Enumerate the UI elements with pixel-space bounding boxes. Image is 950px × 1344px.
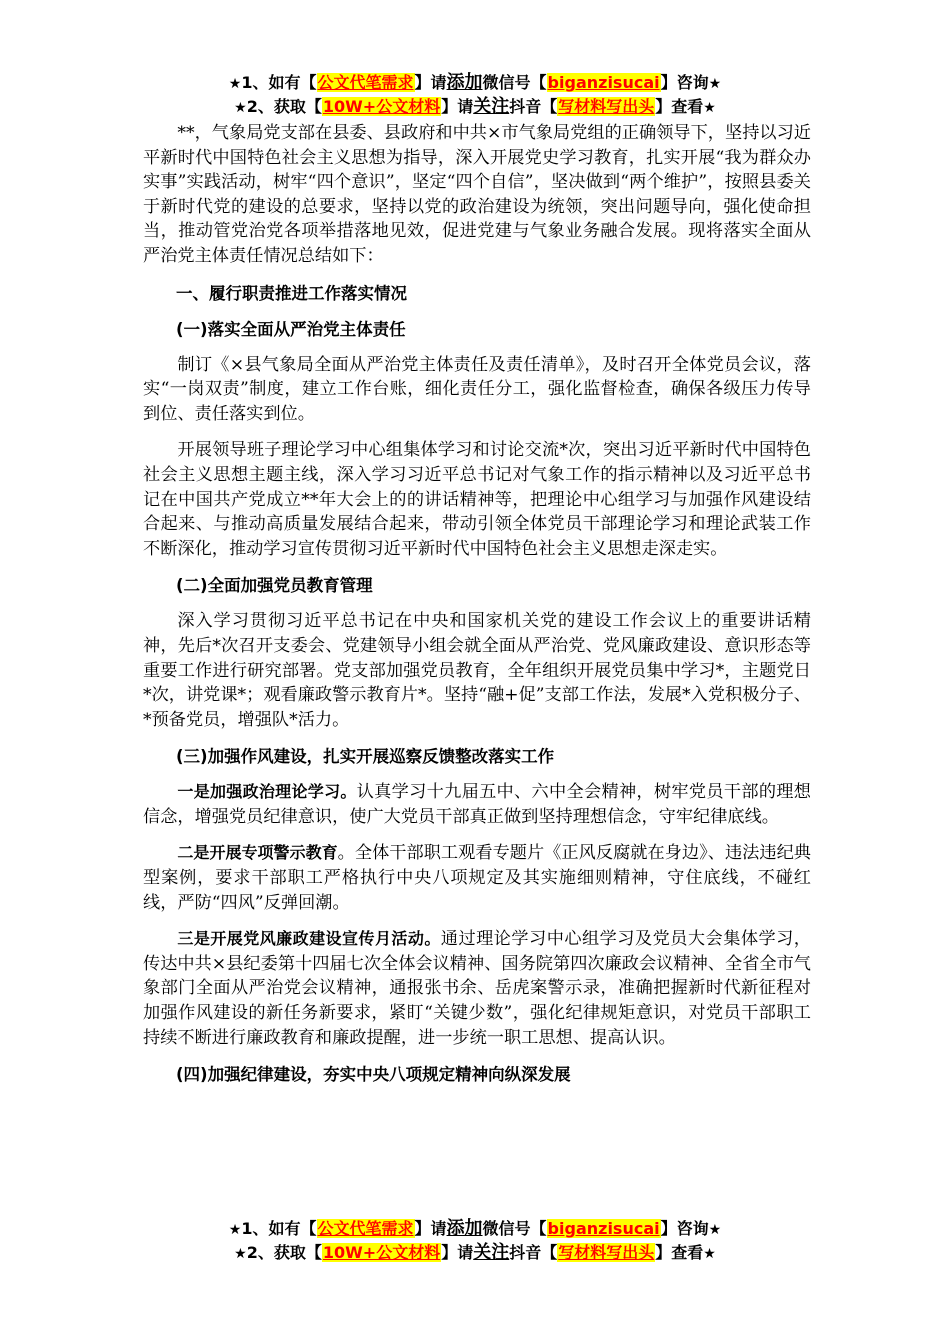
paragraph-lead: 二是开展专项警示教育 [177,843,338,863]
paragraph: 一是加强政治理论学习。认真学习十九届五中、六中全会精神，树牢党员干部的理想信念，增强党员纪律意识，使广大党员干部真正做到坚持理想信念，守牢纪律底线。 [143,782,811,827]
paragraph: 开展领导班子理论学习中心组集体学习和讨论交流*次，突出习近平新时代中国特色社会主义思想主题主线，深入学习习近平总书记对气象工作的指示精神以及习近平总书记在中国共产党成立**年大会上的的讲话精神等，把理论中心组学习与加强作风建设结合起来、与推动高质量发展结合起来，带动引领全体党员干部理论学习和理论武装工作不断深化，推动学习宣传贯彻习近平新时代中国特色社会主义思想走深走实。 [143,440,811,559]
ad-highlight: 公文代笔需求 [317,1219,414,1238]
star-icon: ★ [228,76,242,92]
ad-highlight: biganzisucai [547,1219,660,1238]
section-heading-1: 一、履行职责推进工作落实情况 [176,283,407,303]
ad-line-bottom-2: ★2、获取【10W+公文材料】请关注抖音【写材料写出头】查看★ [234,1242,716,1263]
paragraph: 三是开展党风廉政建设宣传月活动。通过理论学习中心组学习及党员大会集体学习，传达中共×县纪委第十四届七次全体会议精神、国务院第四次廉政会议精神、全省全市气象部门全面从严治党会议精神，通报张书余、岳虎案警示录，准确把握新时代新征程对加强作风建设的新任务新要求，紧盯“关键少数”，强化纪律规矩意识，对党员干部职工持续不断进行廉政教育和廉政提醒，进一步统一职工思想、提高认识。 [143,929,811,1048]
star-icon: ★ [234,1246,247,1262]
star-icon: ★ [228,1222,242,1238]
ad-line-top-1: ★1、如有【公文代笔需求】请添加微信号【biganzisucai】咨询★ [228,72,722,93]
intro-paragraph: **，气象局党支部在县委、县政府和中共×市气象局党组的正确领导下，坚持以习近平新时代中国特色社会主义思想为指导，深入开展党史学习教育，扎实开展“我为群众办实事”实践活动，树牢“四个意识”，坚定“四个自信”，坚决做到“两个维护”，按照县委关于新时代党的建设的总要求，坚持以党的政治建设为统领，突出问题导向，强化使命担当，推动管党治党各项举措落地见效，促进党建与气象业务融合发展。现将落实全面从严治党主体责任情况总结如下： [143,123,811,266]
ad-highlight: biganzisucai [547,73,660,92]
paragraph-lead: 三是开展党风廉政建设宣传月活动。 [177,929,441,949]
star-icon: ★ [708,76,722,92]
paragraph: 深入学习贯彻习近平总书记在中央和国家机关党的建设工作会议上的重要讲话精神，先后*次召开支委会、党建领导小组会就全面从严治党、党风廉政建设、意识形态等重要工作进行研究部署。党支部加强党员教育，全年组织开展党员集中学习*，主题党日*次，讲党课*；观看廉政警示教育片*。坚持“融+促”支部工作法，发展*入党积极分子、*预备党员，增强队*活力。 [143,611,811,730]
subsection-title-2: (二)全面加强党员教育管理 [176,576,373,596]
document-body [143,121,811,1098]
ad-line-bottom-1: ★1、如有【公文代笔需求】请添加微信号【biganzisucai】咨询★ [228,1218,722,1239]
paragraph-lead: 一是加强政治理论学习。 [177,782,357,802]
star-icon: ★ [703,1246,716,1262]
subsection-title-1: (一)落实全面从严治党主体责任 [176,319,406,339]
paragraph: 制订《×县气象局全面从严治党主体责任及责任清单》，及时召开全体党员会议，落实“一岗双责”制度，建立工作台账，细化责任分工，强化监督检查，确保各级压力传导到位、责任落实到位。 [143,354,811,424]
paragraph: 二是开展专项警示教育。全体干部职工观看专题片《正风反腐就在身边》、违法违纪典型案例，要求干部职工严格执行中央八项规定及其实施细则精神，守住底线，不碰红线，严防“四风”反弹回潮。 [143,843,811,913]
ad-highlight: 10W+公文材料 [322,1243,441,1262]
star-icon: ★ [708,1222,722,1238]
subsection-title-3: (三)加强作风建设，扎实开展巡察反馈整改落实工作 [176,747,555,767]
subsection-title-4: (四)加强纪律建设，夯实中央八项规定精神向纵深发展 [176,1065,571,1085]
ad-highlight: 写材料写出头 [558,1243,655,1262]
ad-highlight: 10W+公文材料 [322,97,441,116]
ad-highlight: 写材料写出头 [558,97,655,116]
star-icon: ★ [703,100,716,116]
ad-line-top-2: ★2、获取【10W+公文材料】请关注抖音【写材料写出头】查看★ [234,96,716,117]
star-icon: ★ [234,100,247,116]
ad-highlight: 公文代笔需求 [317,73,414,92]
